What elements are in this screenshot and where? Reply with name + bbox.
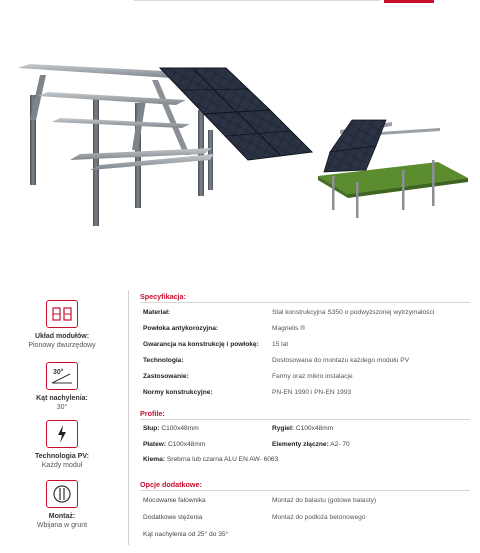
module-layout-icon <box>46 300 78 328</box>
option-item: Mocowanie falownika <box>143 497 206 504</box>
spec-label: Technologia: <box>143 357 184 364</box>
option-item: Montaż do podłoża betonowego <box>272 514 366 521</box>
feature-title: Montaż: <box>48 513 76 520</box>
feature-tilt-angle <box>6 362 118 412</box>
spec-label: Materiał: <box>143 309 171 316</box>
spec-label: Gwarancja na konstrukcję i powłokę: <box>143 341 259 348</box>
feature-title: Kąt nachylenia: <box>36 395 88 402</box>
angle-icon <box>46 362 78 390</box>
profile-elementy: Elementy złączne: A2- 70 <box>272 441 350 448</box>
spec-value: Farmy oraz mikro instalacje <box>272 373 353 380</box>
pile-driven-icon <box>46 480 78 508</box>
options-section-title: Opcje dodatkowe: <box>140 480 202 489</box>
option-item: Dodatkowe stężenia <box>143 514 203 521</box>
spec-section-title: Specyfikacja: <box>140 292 186 301</box>
feature-title: Układ modułów: <box>34 333 90 340</box>
feature-mounting <box>6 480 118 530</box>
spec-value: PN-EN 1990 i PN-EN 1993 <box>272 389 352 396</box>
feature-value: 30° <box>56 404 68 411</box>
profile-klema: Klema: Srebrna lub czarna ALU EN AW- 6063 <box>143 456 279 463</box>
feature-value: Wbijana w grunt <box>36 522 88 529</box>
angle-icon-label: 30° <box>53 369 64 376</box>
spec-label: Zastosowanie: <box>143 373 189 380</box>
column-divider <box>128 290 129 545</box>
feature-title: Technologia PV: <box>35 453 89 460</box>
spec-value: 15 lat <box>272 341 289 348</box>
profile-platew: Płatew: C100x48mm <box>143 441 206 448</box>
spec-label: Normy konstrukcyjne: <box>143 389 213 396</box>
divider <box>140 302 470 303</box>
feature-module-layout <box>6 300 118 350</box>
profile-section-title: Profile: <box>140 409 165 418</box>
feature-value: Pionowy dwurzędowy <box>28 342 96 349</box>
lightning-icon <box>46 420 78 448</box>
profile-rygiel: Rygiel: C100x48mm <box>272 425 334 432</box>
option-item: Kąt nachylenia od 25° do 35° <box>143 531 229 538</box>
option-item: Montaż do balastu (gotowe balasty) <box>272 497 377 504</box>
spec-value: Magnelis ® <box>272 325 306 332</box>
feature-value: Każdy moduł <box>41 462 83 469</box>
spec-label: Powłoka antykorozyjna: <box>143 325 219 332</box>
spec-value: Stal konstrukcyjna S350 o podwyższonej wytrzymałości <box>272 309 435 316</box>
divider <box>140 419 470 420</box>
profile-slup: Słup: C100x48mm <box>143 425 199 432</box>
spec-value: Dostosowana do montażu każdego modułu PV <box>272 357 410 364</box>
feature-pv-technology <box>6 420 118 470</box>
divider <box>140 490 470 491</box>
